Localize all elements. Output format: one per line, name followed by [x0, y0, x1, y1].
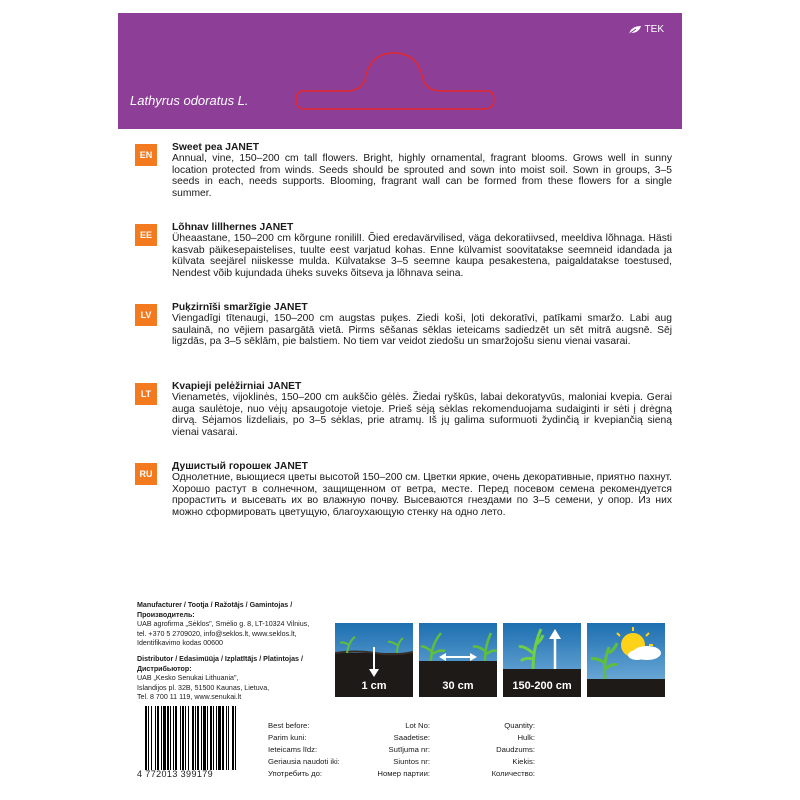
- quantity-label: Kiekis:: [512, 757, 535, 766]
- barcode-bar: [170, 706, 171, 770]
- lang-badge: EN: [135, 144, 157, 166]
- hang-hole-outline: [118, 13, 682, 129]
- lang-badge: LT: [135, 383, 157, 405]
- lang-title: Lõhnav lillhernes JANET: [172, 222, 294, 233]
- lang-badge: LV: [135, 304, 157, 326]
- barcode-bar: [195, 706, 196, 770]
- distributor-line: UAB „Kesko Senukai Lithuania",: [137, 674, 239, 683]
- best-before-label: Parim kuni:: [268, 733, 307, 742]
- barcode-bar: [167, 706, 169, 770]
- lot-number-labels: [340, 720, 430, 780]
- barcode-bar: [203, 706, 206, 770]
- barcode-bar: [228, 706, 229, 770]
- barcode-bar: [180, 706, 181, 770]
- manufacturer-line: Identifikavimo kodas 00600: [137, 639, 223, 648]
- lot-number-label: Sutījuma nr:: [388, 745, 430, 754]
- plant-height-panel: [503, 623, 581, 697]
- barcode-number: 4 772013 399179: [137, 769, 214, 779]
- barcode-bar: [161, 706, 162, 770]
- barcode-bar: [185, 706, 186, 770]
- distributor-heading: Distributor / Edasimüüja / Izplatītājs / Platintojas / Дистрибьютор:: [137, 655, 303, 673]
- distributor-line: Islandijos pl. 32B, 51500 Kaunas, Lietuva,: [137, 683, 270, 692]
- leaf-icon: [628, 25, 642, 35]
- sunlight-panel: [587, 623, 665, 697]
- barcode: [145, 706, 259, 770]
- best-before-label: Best before:: [268, 721, 310, 730]
- plant-spacing-panel: [419, 623, 497, 697]
- barcode-bar: [192, 706, 194, 770]
- lang-badge: EE: [135, 224, 157, 246]
- best-before-labels: [268, 720, 340, 780]
- barcode-bar: [163, 706, 166, 770]
- lang-title: Puķzirnīši smaržīgie JANET: [172, 302, 308, 313]
- barcode-bar: [232, 706, 234, 770]
- latin-name: Lathyrus odoratus L.: [130, 93, 249, 108]
- brand-name: TEK: [644, 24, 664, 35]
- lang-description: Однолетние, вьющиеся цветы высотой 150–200 см. Цветки яркие, очень декоративные, приятно пахнут. Хорошо растут в солнечном, защищенном от ветра, месте. Перед посевом семена рекомендуется прорастить и высевать их во влажную почву. Высеваются гнездами по 3–5 семени, у опор. Из них можно сформировать цветущую, благоухающую стенку на одно лето.: [172, 472, 672, 518]
- distributor-info: [137, 655, 337, 703]
- sowing-depth-panel: [335, 623, 413, 697]
- lot-number-label: Siuntos nr:: [393, 757, 430, 766]
- barcode-bar: [222, 706, 224, 770]
- lang-badge: RU: [135, 463, 157, 485]
- manufacturer-heading: Manufacturer / Tootja / Ražotājs / Gamintojas / Производитель:: [137, 601, 293, 619]
- barcode-bar: [175, 706, 177, 770]
- barcode-bar: [155, 706, 156, 770]
- barcode-bar: [201, 706, 202, 770]
- barcode-bar: [157, 706, 159, 770]
- barcode-bar: [145, 706, 147, 770]
- panel-label: 1 cm: [361, 680, 387, 692]
- barcode-bar: [213, 706, 214, 770]
- barcode-bar: [173, 706, 174, 770]
- quantity-label: Количество:: [491, 769, 535, 778]
- panel-label: 30 cm: [442, 680, 474, 692]
- quantity-labels: [445, 720, 535, 780]
- barcode-bar: [216, 706, 217, 770]
- lang-description: Vienametės, vijoklinės, 150–200 cm aukščio gėlės. Žiedai ryškūs, labai dekoratyvūs, maloniai kvepia. Gerai auga saulėtoje, nuo vėjų apsaugotoje vietoje. Prieš sėją sėklas rekomenduojama sudaiginti ir sėti į drėgną dirvą. Sėjamos lizdeliais, po 3–5 sėklas, prie atramų. Iš jų galima suformuoti žydinčią ir kvepiančią sieną vienai vasarai.: [172, 392, 672, 438]
- seed-packet-header: [118, 13, 682, 129]
- manufacturer-line: tel. +370 5 2709020, info@seklos.lt, www.seklos.lt,: [137, 629, 297, 638]
- best-before-label: Употребить до:: [268, 769, 323, 778]
- brand-logo: [628, 24, 664, 35]
- barcode-bar: [235, 706, 236, 770]
- barcode-bar: [188, 706, 189, 770]
- barcode-bar: [148, 706, 149, 770]
- quantity-label: Quantity:: [504, 721, 535, 730]
- barcode-bar: [197, 706, 199, 770]
- lot-number-label: Saadetise:: [393, 733, 430, 742]
- lang-description: Annual, vine, 150–200 cm tall flowers. Bright, highly ornamental, fragrant blooms. Grows well in sunny location protected from winds. Seeds should be sprouted and sown into moist soil. Sown in groups, 3–5 seeds in each, needs supports. Blooming, fragrant wall can be formed from these flowers for a single summer.: [172, 153, 672, 199]
- barcode-bar: [151, 706, 152, 770]
- lang-title: Душистый горошек JANET: [172, 461, 308, 472]
- manufacturer-line: UAB agrofirma „Sėklos", Smėlio g. 8, LT-10324 Vilnius,: [137, 620, 310, 629]
- quantity-label: Hulk:: [517, 733, 535, 742]
- barcode-bar: [182, 706, 184, 770]
- lot-number-label: Lot No:: [405, 721, 430, 730]
- panel-label: 150-200 cm: [512, 680, 572, 692]
- barcode-bar: [226, 706, 227, 770]
- barcode-bar: [210, 706, 212, 770]
- best-before-label: Geriausia naudoti iki:: [268, 757, 340, 766]
- sun-cloud-icon: [587, 623, 665, 697]
- lang-title: Sweet pea JANET: [172, 142, 259, 153]
- lot-number-label: Номер партии:: [377, 769, 430, 778]
- lang-description: Viengadīgi tītenaugi, 150–200 cm augstas puķes. Ziedi koši, ļoti dekoratīvi, patīkami smaržo. Labi aug saulainā, no vējiem pasargātā vietā. Pirms sēšanas sēklas ieteicams sadiedzēt un sēt mitrā augsnē. Sēj ligzdās, pa 3–5 sēklām, pie balstiem. No tiem var veidot ziedošu un smaržojošu sienu vienai vasarai.: [172, 313, 672, 348]
- lang-title: Kvapieji pelėžirniai JANET: [172, 381, 302, 392]
- manufacturer-info: [137, 601, 337, 649]
- barcode-bar: [207, 706, 208, 770]
- quantity-label: Daudzums:: [496, 745, 535, 754]
- lang-description: Üheaastane, 150–200 cm kõrgune ronililI. Õied eredavärvilised, väga dekoratiivsed, meeldiva lõhnaga. Hästi kasvab päikesepaistelises, tuulte eest varjatud kohas. Enne külvamist soovitatakse seemneid idandada ja külvata seejärel niiskesse mulda. Külvatakse 3–5 seemne kaupa pesakestena, paigaldatakse toestused, Nendest võib kujundada üheks suveks õitseva ja lõhnava seina.: [172, 233, 672, 279]
- distributor-line: Tel. 8 700 11 119, www.senukai.lt: [137, 693, 242, 702]
- best-before-label: Ieteicams līdz:: [268, 745, 318, 754]
- barcode-bar: [218, 706, 221, 770]
